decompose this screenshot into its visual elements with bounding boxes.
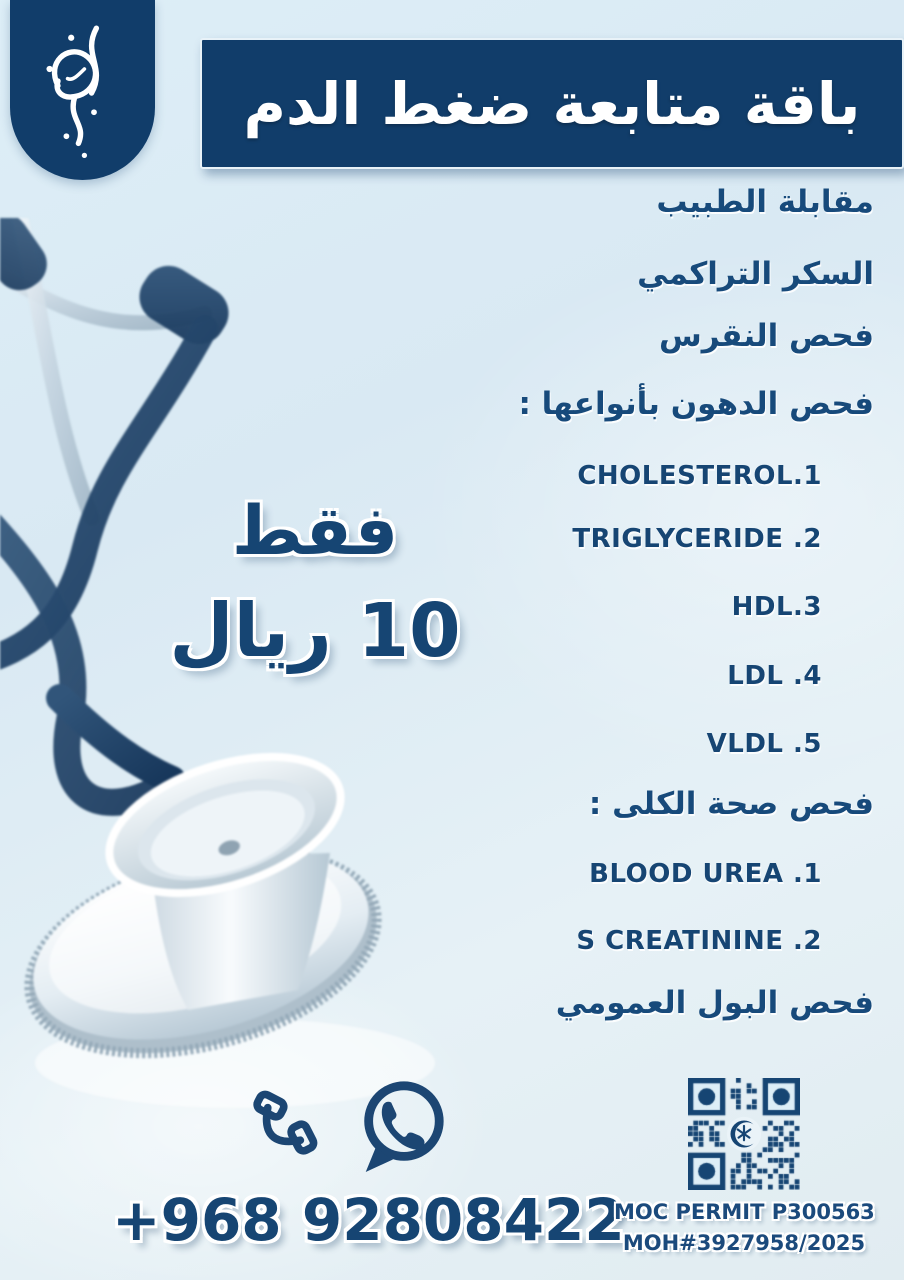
price-block xyxy=(165,492,465,674)
price-only-label: فقط xyxy=(231,492,399,571)
service-item-triglyceride: TRIGLYCERIDE .2 xyxy=(572,524,822,554)
phone-number: +968 92808422 xyxy=(112,1186,625,1254)
service-item-s-creatinine: S CREATININE .2 xyxy=(576,926,822,956)
title-banner xyxy=(200,38,904,169)
service-item-urine-test: فحص البول العمومي xyxy=(555,985,874,1021)
service-item-blood-urea: BLOOD UREA .1 xyxy=(589,859,822,889)
price-amount: 10 ريال xyxy=(169,588,461,674)
moc-permit-text: MOC PERMIT P300563 xyxy=(614,1200,875,1224)
service-item-kidney-health: فحص صحة الكلى : xyxy=(588,786,874,822)
logo-calligraphy-icon xyxy=(22,18,142,168)
qr-code xyxy=(688,1078,800,1190)
service-item-hdl: HDL.3 xyxy=(731,592,822,622)
service-item-vldl: VLDL .5 xyxy=(706,729,822,759)
service-item-doctor-visit: مقابلة الطبيب xyxy=(656,184,874,220)
poster-title: باقة متابعة ضغط الدم xyxy=(243,69,861,138)
service-item-gout-test: فحص النقرس xyxy=(658,318,874,354)
moh-permit-text: MOH#3927958/2025 xyxy=(622,1231,866,1255)
whatsapp-icon xyxy=(352,1076,450,1176)
service-item-cholesterol: CHOLESTEROL.1 xyxy=(577,461,822,491)
service-item-hba1c: السكر التراكمي xyxy=(637,256,874,292)
phone-icon xyxy=(234,1078,330,1174)
service-item-lipid-profile: فحص الدهون بأنواعها : xyxy=(518,386,874,422)
clinic-logo xyxy=(10,0,155,180)
oman-emblem-icon xyxy=(726,1116,762,1152)
service-item-ldl: LDL .4 xyxy=(727,661,822,691)
